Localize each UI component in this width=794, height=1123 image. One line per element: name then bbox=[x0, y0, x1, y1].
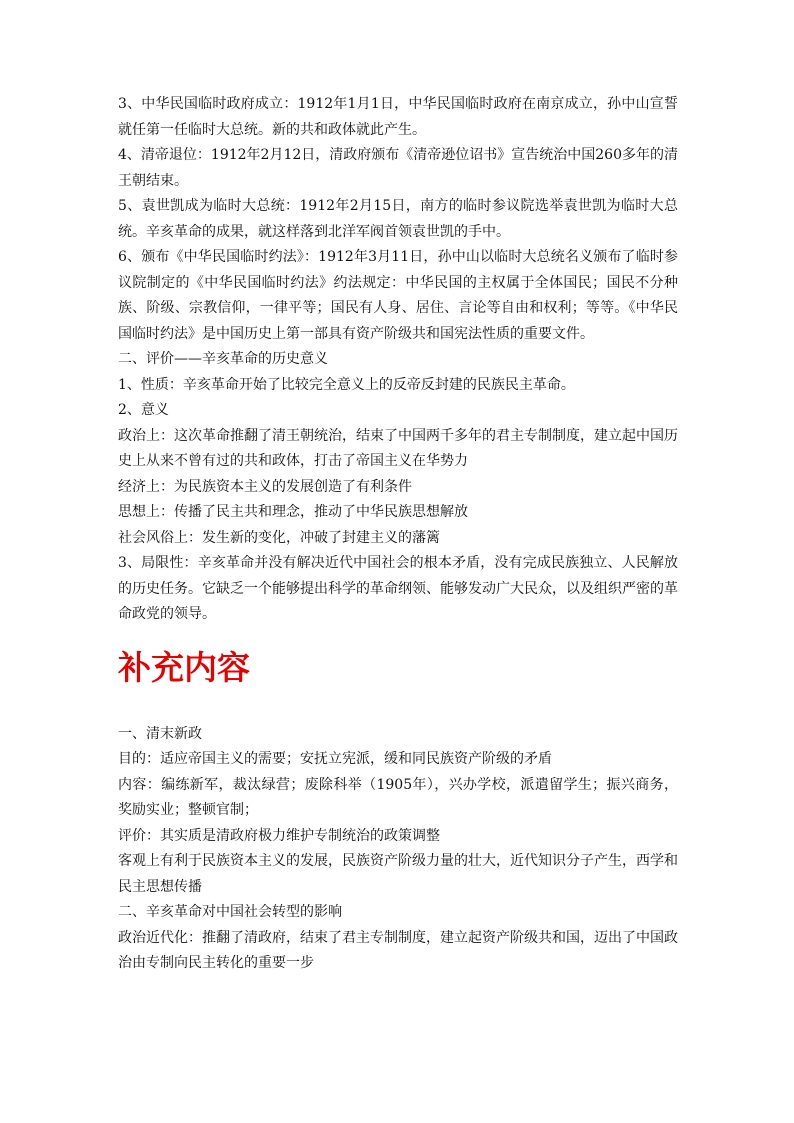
paragraph-purpose: 目的：适应帝国主义的需要；安抚立宪派，缓和同民族资产阶级的矛盾 bbox=[118, 751, 552, 767]
paragraph-item-6: 6、颁布《中华民国临时约法》：1912年3月11日，孙中山以临时大总统名义颁布了临时参议院制定的《中华民国临时约法》约法规定：中华民国的主权属于全体国民；国民不分种族、阶级、宗教信仰，一律平等；国民有人身、居住、言论等自由和权利；等等。《中华民国临时约法》是中国历史上第一部具有资产阶级共和国宪法性质的重要文件。 bbox=[118, 249, 678, 342]
paragraph-economy: 经济上：为民族资本主义的发展创造了有利条件 bbox=[118, 478, 412, 495]
document-page bbox=[118, 92, 678, 977]
paragraph-objective-effect: 客观上有利于民族资本主义的发展，民族资产阶级力量的壮大，近代知识分子产生，西学和民主思想传播 bbox=[118, 853, 678, 895]
section-heading-social-transformation: 二、辛亥革命对中国社会转型的影响 bbox=[118, 904, 342, 920]
section-heading-late-qing-reform: 一、清末新政 bbox=[118, 725, 202, 742]
paragraph-item-3: 3、中华民国临时政府成立：1912年1月1日，中华民国临时政府在南京成立，孙中山宣誓就任第一任临时大总统。新的共和政体就此产生。 bbox=[118, 96, 678, 138]
paragraph-evaluation: 评价：其实质是清政府极力维护专制统治的政策调整 bbox=[118, 827, 440, 844]
supplement-heading: 补充内容 bbox=[118, 647, 250, 687]
paragraph-significance-title: 2、意义 bbox=[118, 402, 169, 418]
section-supplement bbox=[118, 722, 678, 977]
paragraph-political-modernization: 政治近代化：推翻了清政府，结束了君主专制制度，建立起资产阶级共和国，迈出了中国政治由专制向民主转化的重要一步 bbox=[118, 929, 678, 971]
section-heading-evaluation: 二、评价——辛亥革命的历史意义 bbox=[118, 351, 328, 367]
paragraph-content: 内容：编练新军，裁汰绿营；废除科举（1905年），兴办学校，派遣留学生；振兴商务，奖励实业；整顿官制； bbox=[118, 776, 678, 818]
paragraph-item-4: 4、清帝退位：1912年2月12日，清政府颁布《清帝逊位诏书》宣告统治中国260多年的清王朝结束。 bbox=[118, 147, 678, 189]
paragraph-thought: 思想上：传播了民主共和理念，推动了中华民族思想解放 bbox=[118, 504, 468, 520]
paragraph-nature: 1、性质：辛亥革命开始了比较完全意义上的反帝反封建的民族民主革命。 bbox=[118, 376, 575, 393]
section-top bbox=[118, 92, 678, 628]
paragraph-customs: 社会风俗上：发生新的变化，冲破了封建主义的藩篱 bbox=[118, 529, 440, 546]
paragraph-item-5: 5、袁世凯成为临时大总统：1912年2月15日，南方的临时参议院选举袁世凯为临时大总统。辛亥革命的成果，就这样落到北洋军阀首领袁世凯的手中。 bbox=[118, 198, 678, 240]
paragraph-limitations: 3、局限性：辛亥革命并没有解决近代中国社会的根本矛盾，没有完成民族独立、人民解放的历史任务。它缺乏一个能够提出科学的革命纲领、能够发动广大民众，以及组织严密的革命政党的领导。 bbox=[118, 555, 678, 622]
paragraph-politics: 政治上：这次革命推翻了清王朝统治，结束了中国两千多年的君主专制制度，建立起中国历史上从来不曾有过的共和政体，打击了帝国主义在华势力 bbox=[118, 427, 678, 469]
